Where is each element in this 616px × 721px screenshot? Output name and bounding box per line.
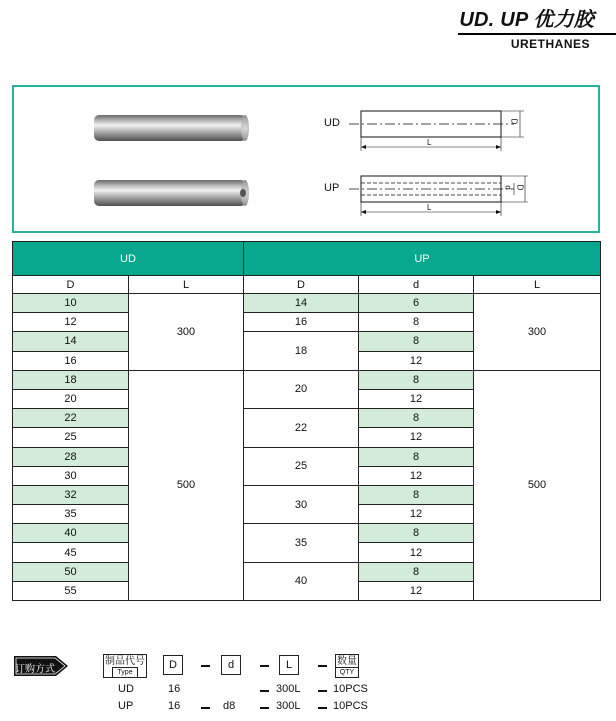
up-dim-D: D: [515, 184, 525, 191]
up-d-cell: 8: [359, 370, 474, 389]
page-title: UD. UP 优力胶: [459, 9, 594, 31]
group-up: UP: [244, 242, 601, 276]
up-d-cell: 8: [359, 409, 474, 428]
up-d-cell: 12: [359, 351, 474, 370]
order-method-badge: 订购方式: [15, 664, 55, 675]
type-sublabel: Type: [112, 667, 138, 678]
ud-D-cell: 28: [13, 447, 129, 466]
table-row: [13, 370, 601, 389]
up-drawing-label: UP: [324, 182, 340, 194]
ud-D-cell: 35: [13, 505, 129, 524]
up-D-cell: 16: [244, 313, 359, 332]
separator-dash: [318, 665, 327, 667]
example-up-L: 300L: [276, 700, 301, 712]
up-d-cell: 12: [359, 505, 474, 524]
qty-label: 数量: [337, 656, 357, 667]
ud-D-cell: 50: [13, 562, 129, 581]
ud-drawing-label: UD: [324, 117, 340, 129]
example-up-type: UP: [118, 700, 134, 712]
ud-D-cell: 30: [13, 466, 129, 485]
ud-D-cell: 55: [13, 581, 129, 600]
l-box: L: [279, 655, 299, 675]
qty-sublabel: QTY: [336, 667, 358, 677]
ud-D-cell: 18: [13, 370, 129, 389]
col-ud-D: D: [13, 276, 129, 294]
type-box: [103, 654, 147, 678]
separator-dash: [318, 690, 327, 692]
ud-D-cell: 25: [13, 428, 129, 447]
ud-D-cell: 20: [13, 389, 129, 408]
up-d-cell: 8: [359, 447, 474, 466]
product-drawing-panel: [12, 85, 600, 233]
up-L-cell: 300: [474, 294, 601, 371]
ud-L-cell: 500: [129, 370, 244, 600]
up-d-cell: 8: [359, 332, 474, 351]
up-L-cell: 500: [474, 370, 601, 600]
separator-dash: [260, 707, 269, 709]
example-up-d: d8: [223, 700, 236, 712]
example-ud-D: 16: [168, 683, 181, 695]
up-d-cell: 12: [359, 466, 474, 485]
up-d-cell: 12: [359, 543, 474, 562]
col-up-d: d: [359, 276, 474, 294]
title-underline: [458, 33, 616, 35]
ud-D-cell: 22: [13, 409, 129, 428]
example-ud-qty: 10PCS: [333, 683, 368, 695]
up-D-cell: 25: [244, 447, 359, 485]
ud-drawing: [349, 111, 524, 151]
separator-dash: [201, 707, 210, 709]
example-up-qty: 10PCS: [333, 700, 368, 712]
group-header-row: [13, 242, 601, 276]
up-d-cell: 12: [359, 428, 474, 447]
up-dim-d: d: [503, 185, 513, 190]
example-ud-L: 300L: [276, 683, 301, 695]
col-ud-L: L: [129, 276, 244, 294]
up-D-cell: 40: [244, 562, 359, 600]
table-row: [13, 294, 601, 313]
separator-dash: [260, 665, 269, 667]
ud-dim-L: L: [427, 138, 432, 147]
column-header-row: [13, 276, 601, 294]
up-D-cell: 14: [244, 294, 359, 313]
up-d-cell: 6: [359, 294, 474, 313]
ud-D-cell: 45: [13, 543, 129, 562]
ud-D-cell: 40: [13, 524, 129, 543]
up-drawing: [349, 176, 528, 216]
separator-dash: [201, 665, 210, 667]
up-d-cell: 8: [359, 485, 474, 504]
ud-D-cell: 16: [13, 351, 129, 370]
col-up-L: L: [474, 276, 601, 294]
up-D-cell: 18: [244, 332, 359, 370]
spec-table: [12, 241, 601, 601]
up-D-cell: 30: [244, 485, 359, 523]
up-d-cell: 12: [359, 389, 474, 408]
up-dim-L: L: [427, 203, 432, 212]
separator-dash: [318, 707, 327, 709]
page-subtitle: URETHANES: [510, 37, 590, 51]
ud-D-cell: 32: [13, 485, 129, 504]
example-up-D: 16: [168, 700, 181, 712]
col-up-D: D: [244, 276, 359, 294]
ud-D-cell: 12: [13, 313, 129, 332]
technical-drawings: [14, 87, 598, 231]
up-d-cell: 8: [359, 313, 474, 332]
ud-L-cell: 300: [129, 294, 244, 371]
example-ud-type: UD: [118, 683, 134, 695]
type-label: 制品代号: [105, 656, 145, 667]
up-d-cell: 12: [359, 581, 474, 600]
d-outer-box: D: [163, 655, 183, 675]
d-inner-box: d: [221, 655, 241, 675]
group-ud: UD: [13, 242, 244, 276]
up-d-cell: 8: [359, 562, 474, 581]
qty-box: [335, 654, 359, 678]
up-D-cell: 22: [244, 409, 359, 447]
up-d-cell: 8: [359, 524, 474, 543]
ud-dim-D: D: [509, 118, 519, 125]
separator-dash: [260, 690, 269, 692]
up-D-cell: 20: [244, 370, 359, 408]
ud-D-cell: 14: [13, 332, 129, 351]
up-D-cell: 35: [244, 524, 359, 562]
ud-D-cell: 10: [13, 294, 129, 313]
